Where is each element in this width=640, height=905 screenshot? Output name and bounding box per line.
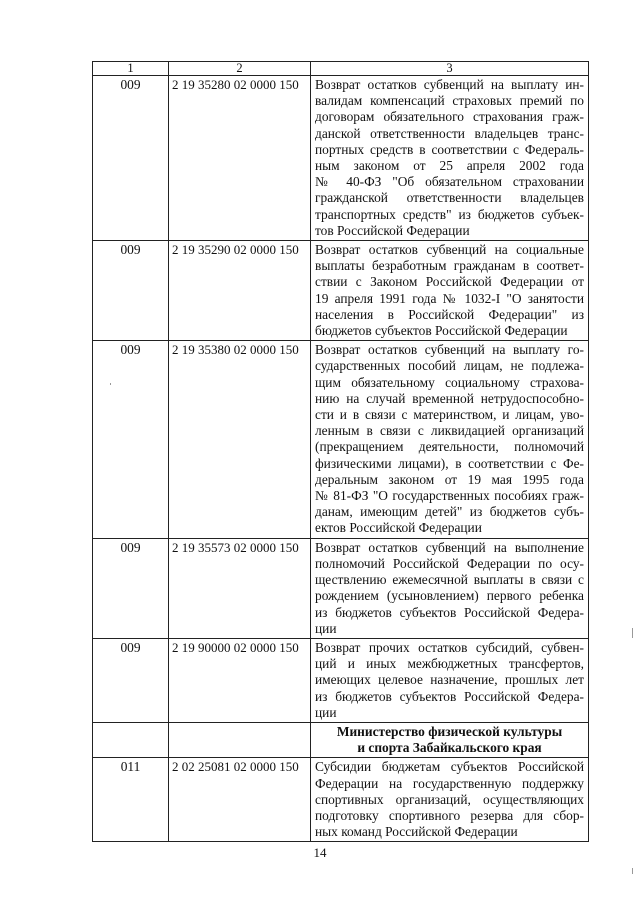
description-line: ным законом от 25 апреля 2002 года [315,158,584,174]
budget-code-cell [169,722,311,757]
description-cell [311,341,589,538]
description-line: сударственных пособий лицам, не подлежа- [315,358,584,374]
description-line: Возврат остатков субвенций на выплату го- [315,342,584,358]
description-cell [311,76,589,241]
description-line: имеющих целевое назначение, прошлых лет [315,672,584,688]
description-line: бюджетов субъектов Российской Федерации [315,323,568,339]
section-heading-row [93,722,589,757]
description-line: ствии с Законом Российской Федерации от [315,274,584,290]
admin-code-cell: 009 [93,341,169,538]
table-header-row [93,62,589,76]
description-line: ции [315,704,337,720]
admin-code-cell: 009 [93,241,169,341]
description-line: ции [315,620,337,636]
description-line: портных средств в соответствии с Федераль- [315,141,584,157]
budget-code-cell: 2 19 35280 02 0000 150 [169,76,311,241]
budget-code-cell: 2 19 35380 02 0000 150 [169,341,311,538]
description-line: ленным в связи с ликвидацией организаций [315,423,584,439]
description-line: Министерство физической культуры [336,723,563,739]
description-line: № 81-ФЗ "О государственных пособиях граж- [315,488,584,504]
description-line: транспортных средств" из бюджетов субъек- [315,206,584,222]
budget-codes-table [92,61,589,842]
description-line: ществлению ежемесячной выплаты в связи с [315,572,584,588]
description-line: щим обязательному социальному страхова- [315,374,584,390]
scan-speck [110,383,111,385]
description-line: Возврат остатков субвенций на социальные [315,242,584,258]
scan-speck [632,628,633,638]
page-number: 14 [313,845,327,860]
budget-code-cell: 2 19 35573 02 0000 150 [169,538,311,638]
budget-code-cell: 2 02 25081 02 0000 150 [169,758,311,842]
table-row [93,76,589,241]
description-line: тов Российской Федерации [315,222,470,238]
description-line: валидам компенсаций страховых премий по [315,93,584,109]
table-row [93,758,589,842]
table-row [93,341,589,538]
description-line: гражданской ответственности владельцев [315,190,584,206]
column-header-2: 2 [169,62,311,76]
admin-code-cell: 009 [93,538,169,638]
description-line: данам, имеющим детей" из бюджетов субъ- [315,504,584,520]
column-header-3: 3 [311,62,589,76]
admin-code-cell [93,722,169,757]
description-line: договорам обязательного страхования граж- [315,109,584,125]
description-line: Федерации на государственную поддержку [315,775,584,791]
description-line: 19 апреля 1991 года № 1032-I "О занятости [315,290,584,306]
description-line: населения в Российской Федерации" из [315,306,584,322]
description-line: Возврат прочих остатков субсидий, субвен- [315,639,584,655]
description-line: полномочий Российской Федерации по осу- [315,555,584,571]
description-line: данской ответственности владельцев транс- [315,125,584,141]
description-line: деральным законом от 19 мая 1995 года [315,471,584,487]
table-row [93,638,589,722]
admin-code-cell: 011 [93,758,169,842]
description-cell [311,758,589,842]
table-row [93,538,589,638]
description-line: Возврат остатков субвенций на выплату ин- [315,77,584,92]
ministry-heading [311,722,589,757]
table-row [93,241,589,341]
description-cell [311,638,589,722]
budget-code-cell: 2 19 35290 02 0000 150 [169,241,311,341]
budget-code-cell: 2 19 90000 02 0000 150 [169,638,311,722]
description-cell [311,538,589,638]
column-header-1: 1 [93,62,169,76]
description-line: подготовку спортивного резерва для сбор- [315,807,584,823]
admin-code-cell: 009 [93,638,169,722]
admin-code-cell: 009 [93,76,169,241]
description-line: рождением (усыновлением) первого ребенка [315,588,584,604]
description-line: спортивных организаций, осуществляющих [315,791,584,807]
description-line: нию на случай временной нетрудоспособно- [315,390,584,406]
description-line: из бюджетов субъектов Российской Федера- [315,604,584,620]
description-line: Субсидии бюджетам субъектов Российской [315,759,584,775]
description-cell [311,241,589,341]
description-line: и спорта Забайкальского края [357,740,542,756]
description-line: ных команд Российской Федерации [315,824,518,840]
description-line: (прекращением деятельности, полномочий [315,439,584,455]
description-line: № 40-ФЗ "Об обязательном страховании [315,174,584,190]
description-line: выплаты безработным гражданам в соответ- [315,258,584,274]
description-line: Возврат остатков субвенций на выполнение [315,539,584,555]
description-line: ций и иных межбюджетных трансфертов, [315,656,584,672]
description-line: ектов Российской Федерации [315,520,482,536]
description-line: сти и в связи с материнством, и лицам, уво- [315,407,584,423]
scan-speck [632,868,633,874]
description-line: из бюджетов субъектов Российской Федера- [315,688,584,704]
description-line: физическими лицами), в соответствии с Фе- [315,455,584,471]
